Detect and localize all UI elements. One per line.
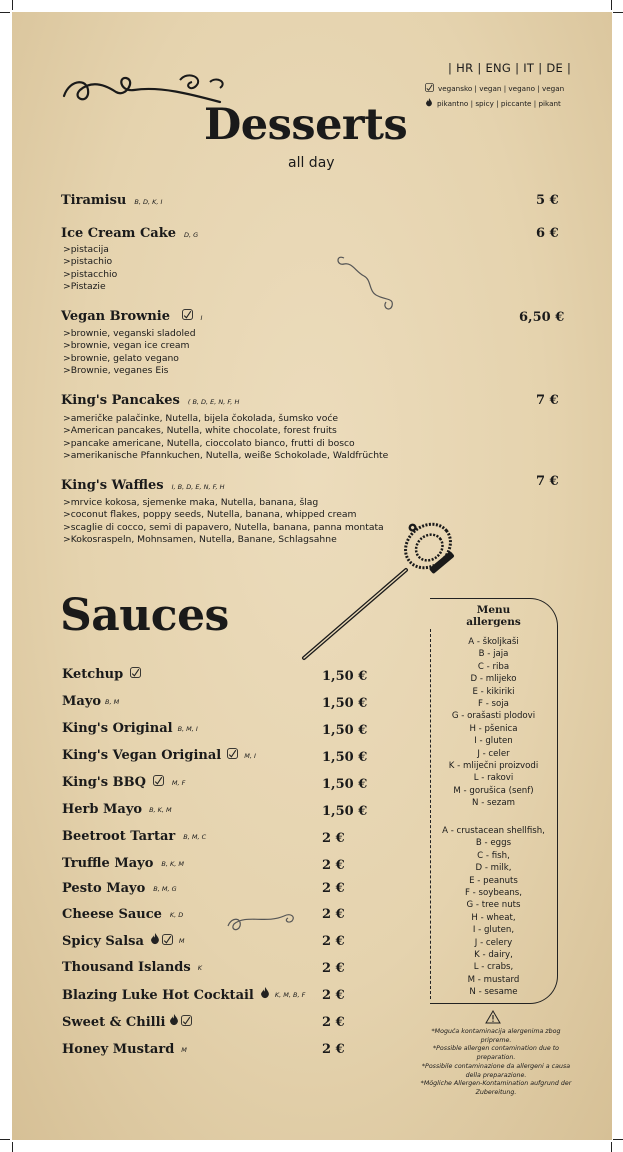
allergen-codes: B, K, M [149, 805, 172, 814]
allergen-codes: M, F [171, 778, 186, 787]
small-swirl-icon [334, 252, 404, 312]
allergen-codes: B, D, K, I [134, 198, 163, 206]
vegan-leaf-icon [153, 775, 164, 790]
dessert-price: 6 € [536, 226, 559, 241]
sauce-item-name: Cheese Sauce K, D [62, 907, 184, 922]
sauce-price: 1,50 € [322, 723, 368, 738]
dessert-price: 7 € [536, 474, 559, 489]
dessert-item-name: Ice Cream Cake D, G [61, 226, 199, 241]
legend-spicy [425, 98, 561, 109]
desserts-subtitle: all day [288, 155, 335, 171]
allergen-list-hr: A - školjkaši B - jaja C - riba D - mlijeko E - kikiriki F - soja G - orašasti plodovi H - pšenica I - gluten J - celer K - mliječni proizvodi L - rakovi M - gorušica (senf) N - sezam [448, 637, 539, 809]
dessert-description: >brownie, veganski sladoled >brownie, vegan ice cream >brownie, gelato vegano >Brownie, veganes Eis [63, 328, 196, 376]
chili-flame-icon [150, 933, 160, 949]
vegan-leaf-icon [182, 309, 193, 324]
sauce-item-name: King's Original B, M, I [62, 721, 198, 736]
crop-mark [12, 1142, 13, 1152]
crop-mark [611, 1142, 612, 1152]
sauce-price: 2 € [322, 1042, 345, 1057]
allergen-codes: ( B, D, E, N, F, H [187, 398, 240, 406]
chili-flame-icon [260, 987, 270, 1003]
crop-mark [0, 1139, 10, 1140]
sauce-item-name: Truffle Mayo B, K, M [62, 856, 184, 871]
dessert-price: 7 € [536, 393, 559, 408]
dessert-item-name: Vegan Brownie I [61, 309, 203, 324]
sauce-price: 2 € [322, 1015, 345, 1030]
allergen-codes: K, M, B, F [274, 991, 306, 999]
dessert-price: 5 € [536, 193, 559, 208]
vegan-leaf-icon [425, 83, 434, 94]
crop-mark [0, 12, 10, 13]
sauce-price: 1,50 € [322, 777, 368, 792]
desserts-title: Desserts [204, 100, 408, 150]
sauce-item-name: Sweet & Chilli [62, 1014, 192, 1030]
dessert-price: 6,50 € [519, 310, 565, 325]
small-swirl-icon [226, 908, 298, 934]
language-selector: | HR | ENG | IT | DE | [448, 61, 572, 75]
legend-text: vegansko | vegan | vegano | vegan [438, 84, 565, 93]
dessert-item-name: King's Waffles I, B, D, E, N, F, H [61, 478, 225, 493]
sauce-item-name: Ketchup [62, 667, 141, 682]
allergen-codes: B, M, G [153, 884, 177, 893]
allergen-codes: B, M, C [183, 832, 207, 841]
sauce-item-name: Spicy Salsa M [62, 933, 185, 949]
vegan-leaf-icon [227, 748, 238, 763]
sauce-item-name: Honey Mustard M [62, 1042, 187, 1057]
crop-mark [613, 12, 623, 13]
sauce-item-name: Pesto Mayo B, M, G [62, 881, 177, 896]
contamination-notes: *Moguća kontaminacija alergenima zbog pripreme. *Possible allergen contamination due to preparation. *Possibile contaminazione da allergeni a causa della preparazione. *Mögliche Allergen-Kontamination aufgrund der Zubereitung. [420, 1028, 572, 1096]
allergen-codes: I [200, 314, 203, 322]
sauce-price: 1,50 € [322, 669, 368, 684]
sauce-price: 2 € [322, 907, 345, 922]
vegan-leaf-icon [130, 667, 141, 682]
sauce-price: 2 € [322, 934, 345, 949]
allergen-codes: M [181, 1045, 187, 1054]
dessert-item-name: King's Pancakes ( B, D, E, N, F, H [61, 393, 240, 408]
allergen-codes: B, M, I [177, 724, 198, 733]
sauce-price: 2 € [322, 961, 345, 976]
sauce-item-name: King's BBQ M, F [62, 775, 186, 790]
chili-flame-icon [169, 1014, 179, 1030]
warning-triangle-icon [485, 1010, 501, 1024]
dessert-description: >pistacija >pistachio >pistacchio >Pistazie [63, 244, 118, 292]
dessert-description: >mrvice kokosa, sjemenke maka, Nutella, banana, šlag >coconut flakes, poppy seeds, Nutella, banana, whipped cream >scaglie di cocco, semi di papavero, Nutella, banana, panna montata >Kokosraspeln, Mohnsamen, Nutella, Banane, Schlagsahne [63, 497, 384, 545]
allergen-list-en: A - crustacean shellfish, B - eggs C - fish, D - milk, E - peanuts F - soybeans, G - tree nuts H - wheat, I - gluten, J - celery K - dairy, L - crabs, M - mustard N - sesame [442, 826, 545, 998]
sauce-price: 1,50 € [322, 696, 368, 711]
allergen-codes: K, D [169, 910, 184, 919]
allergen-codes: B, K, M [161, 859, 184, 868]
allergen-codes: M [178, 937, 185, 945]
crop-mark [613, 1139, 623, 1140]
allergen-legend-box [430, 598, 558, 1004]
sauce-price: 1,50 € [322, 750, 368, 765]
sauce-item-name: Blazing Luke Hot Cocktail K, M, B, F [62, 987, 306, 1003]
allergen-codes: I, B, D, E, N, F, H [171, 483, 225, 491]
sauce-price: 2 € [322, 831, 345, 846]
legend-text: pikantno | spicy | piccante | pikant [437, 99, 561, 108]
dessert-description: >američke palačinke, Nutella, bijela čokolada, šumsko voće >American pancakes, Nutella, white chocolate, forest fruits >pancake americane, Nutella, cioccolato bianco, frutti di bosco >amerikanische Pfannkuchen, Nutella, weiße Schokolade, Waldfrüchte [63, 413, 389, 461]
sauce-price: 2 € [322, 881, 345, 896]
allergen-codes: M, I [244, 751, 256, 760]
vegan-leaf-icon [181, 1015, 192, 1030]
allergen-codes: D, G [184, 231, 199, 239]
sauce-item-name: King's Vegan Original M, I [62, 748, 256, 763]
sauce-price: 1,50 € [322, 804, 368, 819]
sauce-item-name: Beetroot Tartar B, M, C [62, 829, 207, 844]
crop-mark [12, 0, 13, 10]
sauces-title: Sauces [60, 590, 229, 641]
sauce-item-name: Thousand Islands K [62, 960, 202, 975]
sauce-price: 2 € [322, 988, 345, 1003]
allergen-codes: B, M [105, 697, 120, 706]
crop-mark [611, 0, 612, 10]
menu-page [12, 12, 612, 1140]
allergen-codes: K [197, 963, 202, 972]
sauce-item-name: Mayo B, M [62, 694, 120, 709]
legend-vegan [425, 83, 564, 94]
sauce-item-name: Herb Mayo B, K, M [62, 802, 172, 817]
dessert-item-name: Tiramisu B, D, K, I [61, 193, 163, 208]
chili-flame-icon [425, 98, 433, 109]
vegan-leaf-icon [162, 934, 173, 949]
allergen-box-title: Menu allergens [466, 604, 521, 628]
sauce-price: 2 € [322, 858, 345, 873]
